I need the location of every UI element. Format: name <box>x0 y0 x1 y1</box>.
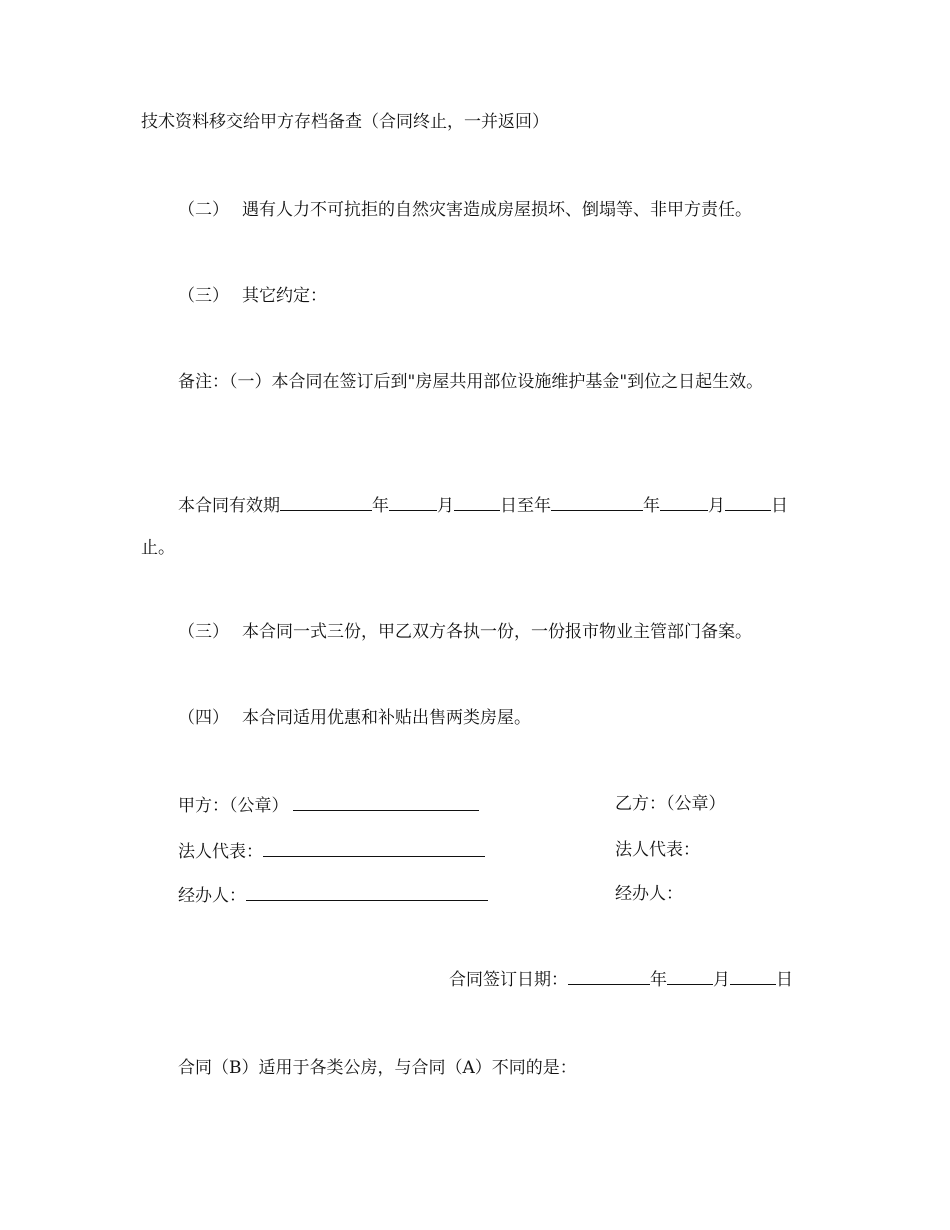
validity-end-text: 止。 <box>141 538 175 558</box>
paragraph-tech-docs: 技术资料移交给甲方存档备查（合同终止，一并返回） <box>141 112 549 132</box>
sign-date-month-blank[interactable] <box>667 966 713 985</box>
party-a-seal-line <box>178 792 479 818</box>
legal-rep-b-label: 法人代表： <box>615 840 700 860</box>
clause-text: 本合同一式三份，甲乙双方各执一份，一份报市物业主管部门备案。 <box>242 622 752 642</box>
clause-number: （三） <box>178 622 229 642</box>
clause-text: 遇有人力不可抗拒的自然灾害造成房屋损坏、倒塌等、非甲方责任。 <box>242 200 752 220</box>
legal-rep-a-blank[interactable] <box>263 838 485 857</box>
sign-date-day-blank[interactable] <box>730 966 776 985</box>
handler-a-blank[interactable] <box>246 882 488 901</box>
party-b-label: 乙方：（公章） <box>615 794 726 814</box>
clause-text: 本合同适用优惠和补贴出售两类房屋。 <box>242 708 531 728</box>
sign-date-label: 合同签订日期： <box>449 970 568 990</box>
validity-year-label: 年 <box>643 496 660 516</box>
validity-end-year-blank[interactable] <box>551 492 643 511</box>
legal-rep-a-line <box>178 838 485 864</box>
clause-number: （二） <box>178 200 229 220</box>
validity-day-label: 日 <box>771 496 788 516</box>
validity-mid-label: 日至年 <box>500 496 551 516</box>
clause-copies <box>178 620 752 644</box>
validity-month-label: 月 <box>708 496 725 516</box>
party-a-label: 甲方：（公章） <box>178 796 289 816</box>
sign-date-line <box>449 966 793 992</box>
handler-a-label: 经办人： <box>178 886 246 906</box>
sign-date-year-blank[interactable] <box>568 966 650 985</box>
clause-applicability <box>178 706 531 730</box>
clause-number: （三） <box>178 286 229 306</box>
validity-year-label: 年 <box>372 496 389 516</box>
legal-rep-a-label: 法人代表： <box>178 842 263 862</box>
contract-b-intro: 合同（B）适用于各类公房，与合同（A）不同的是： <box>178 1058 577 1078</box>
validity-end-day-blank[interactable] <box>725 492 771 511</box>
validity-start-month-blank[interactable] <box>389 492 437 511</box>
handler-a-line <box>178 882 488 908</box>
sign-date-month-label: 月 <box>713 970 730 990</box>
validity-prefix: 本合同有效期 <box>178 496 280 516</box>
handler-b-label: 经办人： <box>615 884 683 904</box>
clause-number: （四） <box>178 708 229 728</box>
validity-end-month-blank[interactable] <box>660 492 708 511</box>
clause-other-agreements <box>178 284 327 308</box>
clause-force-majeure <box>178 198 752 222</box>
validity-period-line <box>178 492 788 518</box>
sign-date-day-label: 日 <box>776 970 793 990</box>
validity-start-day-blank[interactable] <box>454 492 500 511</box>
sign-date-year-label: 年 <box>650 970 667 990</box>
party-a-seal-blank[interactable] <box>293 792 479 811</box>
remark-effective: 备注：（一）本合同在签订后到"房屋共用部位设施维护基金"到位之日起生效。 <box>178 372 764 392</box>
validity-month-label: 月 <box>437 496 454 516</box>
clause-text: 其它约定： <box>242 286 327 306</box>
validity-start-year-blank[interactable] <box>280 492 372 511</box>
